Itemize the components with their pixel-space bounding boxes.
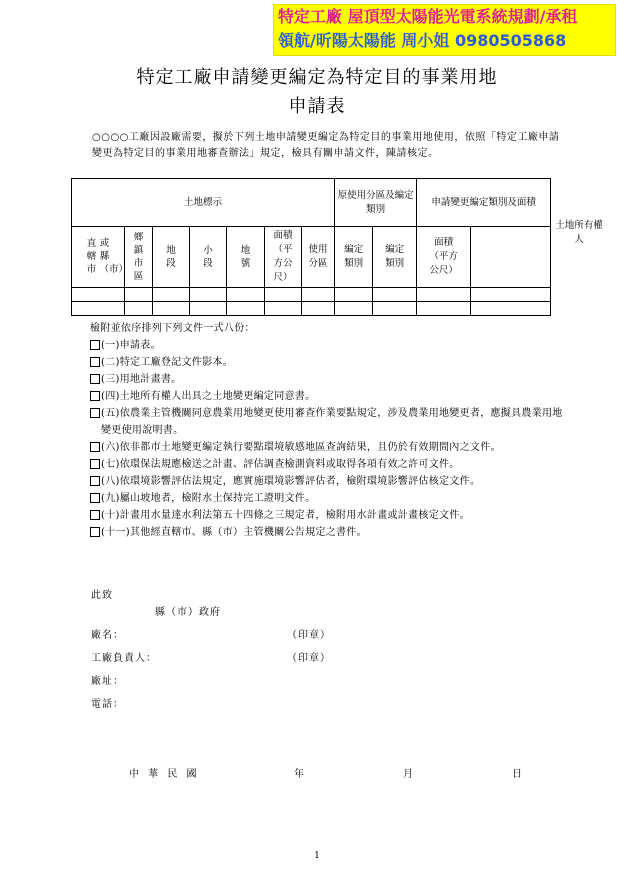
checklist-item-text: (三)用地計畫書。 xyxy=(101,374,182,385)
table-row xyxy=(72,302,551,316)
area-header xyxy=(265,227,302,288)
checklist-item-text: (四)土地所有權人出具之土地變更編定同意書。 xyxy=(101,391,316,402)
page-number: 1 xyxy=(314,851,320,861)
lot-header xyxy=(227,227,265,288)
factory-name-label: 廠名： xyxy=(91,630,124,641)
salutation: 此致 xyxy=(91,590,113,601)
checkbox[interactable] xyxy=(90,510,100,520)
recipient-government: 縣（市）政府 xyxy=(155,607,221,618)
checklist-item-text: (六)依非都市土地變更編定執行要點環境敏感地區查詢結果，且仍於有效期間內之文件。 xyxy=(101,442,501,453)
checklist-item-text: (八)依環境影響評估法規定，應實施環境影響評估者，檢附環境影響評估核定文件。 xyxy=(101,476,481,487)
owner-label: 工廠負責人： xyxy=(91,653,157,664)
phone-label: 電話： xyxy=(91,699,124,710)
zoning-class-header xyxy=(335,227,373,288)
checklist-item xyxy=(90,456,570,473)
checklist-item-text: (七)依環保法規應檢送之計畫、評估調查檢測資料或取得各項有效之許可文件。 xyxy=(101,459,460,470)
date-era: 中 華 民 國 xyxy=(129,769,200,780)
township-header xyxy=(125,227,153,288)
apply-change-header: 申請變更編定類別及面積 xyxy=(417,179,551,227)
new-class-header xyxy=(373,227,417,288)
col-county: 或縣（市） xyxy=(99,238,129,275)
owner-label: 土地所有權人 xyxy=(555,220,603,245)
banner-line-1: 特定工廠 屋頂型太陽能光電系統規劃/承租 xyxy=(278,7,578,26)
checklist-item-text: (五)依農業主管機關同意農業用地變更使用審查作業要點規定，涉及農業用地變更者，應擬具農業用地變更使用說明書。 xyxy=(101,408,563,436)
land-label-header: 土地標示 xyxy=(72,179,335,227)
ad-banner xyxy=(273,4,616,56)
checkbox[interactable] xyxy=(90,374,100,384)
city-county-header xyxy=(72,227,129,288)
checkbox[interactable] xyxy=(90,357,100,367)
table-row xyxy=(72,288,551,302)
checkbox[interactable] xyxy=(90,459,100,469)
subsection-header xyxy=(190,227,227,288)
use-zone-header xyxy=(302,227,335,288)
factory-address-label: 廠址： xyxy=(91,676,124,687)
col-lot: 地號 xyxy=(240,244,251,269)
checklist-item xyxy=(90,388,570,405)
document-subtitle: 申請表 xyxy=(288,96,346,117)
seal-placeholder-2: （印章） xyxy=(287,653,331,664)
date-day: 日 xyxy=(512,769,523,780)
seal-placeholder-1: （印章） xyxy=(287,630,331,641)
col-area: 面積（平方公尺） xyxy=(273,230,293,283)
checklist-item-text: (十一)其他經直轄市、縣（市）主管機關公告規定之書件。 xyxy=(101,527,367,538)
checklist-item xyxy=(90,439,570,456)
checkbox[interactable] xyxy=(90,476,100,486)
col-subsection: 小段 xyxy=(203,244,213,269)
checklist-item xyxy=(90,490,570,507)
checklist-item xyxy=(90,405,570,439)
checkbox[interactable] xyxy=(90,442,100,452)
checkbox[interactable] xyxy=(90,493,100,503)
new-area-header xyxy=(417,227,471,288)
original-use-header: 原使用分區及編定類別 xyxy=(335,179,417,227)
checklist-item xyxy=(90,337,570,354)
checklist-item-text: (十)計畫用水量達水利法第五十四條之三規定者，檢附用水計畫或計畫核定文件。 xyxy=(101,510,470,521)
checkbox[interactable] xyxy=(90,340,100,350)
col-township: 鄉鎮市區 xyxy=(133,231,144,282)
date-year: 年 xyxy=(294,769,305,780)
document-title: 特定工廠申請變更編定為特定目的事業用地 xyxy=(136,67,498,88)
attachment-checklist xyxy=(90,320,570,541)
col-new-class: 編定類別 xyxy=(385,244,405,269)
checklist-item xyxy=(90,371,570,388)
land-application-table xyxy=(71,178,603,316)
checklist-item xyxy=(90,473,570,490)
checkbox[interactable] xyxy=(90,391,100,401)
checklist-item-text: (二)特定工廠登記文件影本。 xyxy=(101,357,234,368)
checklist-intro: 檢附並依序排列下列文件一式八份： xyxy=(90,323,255,334)
col-section: 地段 xyxy=(166,244,176,269)
checklist-item xyxy=(90,354,570,371)
checklist-item xyxy=(90,524,570,541)
checklist-item xyxy=(90,507,570,524)
col-use-zone: 使用分區 xyxy=(308,244,328,269)
checklist-item-text: (九)屬山坡地者，檢附水土保持完工證明文件。 xyxy=(101,493,316,504)
checkbox[interactable] xyxy=(90,408,100,418)
section-header xyxy=(153,227,190,288)
banner-line-2: 領航/昕陽太陽能 周小姐 0980505868 xyxy=(278,31,567,50)
col-zoning-class: 編定類別 xyxy=(344,244,364,269)
checkbox[interactable] xyxy=(90,527,100,537)
date-month: 月 xyxy=(403,769,414,780)
col-city: 直轄市 xyxy=(86,238,97,275)
checklist-item-text: (一)申請表。 xyxy=(101,340,161,351)
col-new-area: 面積（平方公尺） xyxy=(429,237,458,276)
intro-paragraph: ○○○○工廠因設廠需要，擬於下列土地申請變更編定為特定目的事業用地使用，依照「特定工廠申請變更為特定目的事業用地審查辦法」規定，檢具有關申請文件，陳請核定。 xyxy=(92,132,560,159)
